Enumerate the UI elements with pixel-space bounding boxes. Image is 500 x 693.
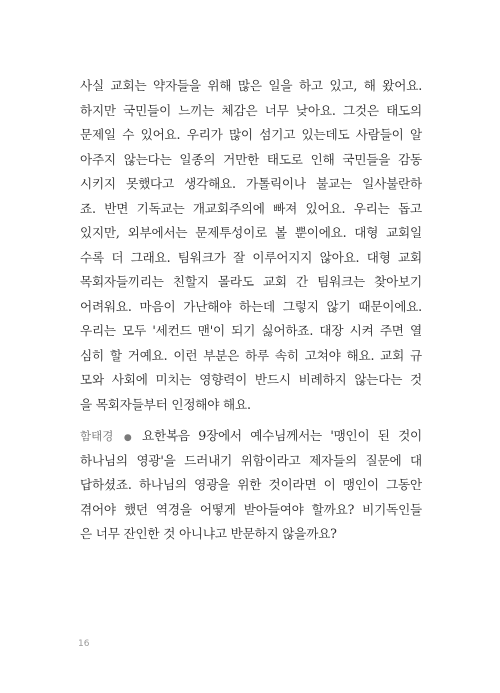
text-line: 겪어야 했던 역경을 어떻게 받아들여야 할까요? 비기독인들 — [80, 501, 422, 517]
paragraph-response — [80, 74, 422, 417]
text-line: 시키지 못했다고 생각해요. 가톨릭이나 불교는 일사불란하 — [80, 176, 422, 191]
text-line: 하지만 국민들이 느끼는 체감은 너무 낮아요. 그것은 태도의 — [80, 102, 422, 118]
text-line: 아주지 않는다는 일종의 거만한 태도로 인해 국민들을 감동 — [80, 151, 422, 167]
text-line: 하나님의 영광'을 드러내기 위함이라고 제자들의 질문에 대 — [80, 452, 422, 468]
text-line: 은 너무 잔인한 것 아니냐고 반문하지 않을까요? — [80, 526, 337, 541]
text-line: 답하셨죠. 하나님의 영광을 위한 것이라면 이 맹인이 그동안 — [80, 477, 422, 492]
text-line: 우리는 모두 '세컨드 맨'이 되기 싫어하죠. 대장 시켜 주면 열 — [80, 323, 422, 338]
text-line: 죠. 반면 기독교는 개교회주의에 빠져 있어요. 우리는 돕고 — [80, 200, 422, 216]
page-number: 16 — [78, 639, 90, 649]
question-first-line: 요한복음 9장에서 예수님께서는 '맹인이 된 것이 — [142, 428, 423, 443]
text-line: 수록 더 그래요. 팀워크가 잘 이루어지지 않아요. 대형 교회 — [80, 249, 422, 265]
text-line: 을 목회자들부터 인정해야 해요. — [80, 396, 251, 412]
paragraph-question — [80, 424, 422, 547]
text-line: 어려워요. 마음이 가난해야 하는데 그렇지 않기 때문이에요. — [80, 298, 422, 314]
text-line: 목회자들끼리는 친할지 몰라도 교회 간 팀워크는 찾아보기 — [80, 274, 422, 289]
text-line: 문제일 수 있어요. 우리가 많이 섬기고 있는데도 사람들이 알 — [80, 127, 422, 142]
text-line: 사실 교회는 약자들을 위해 많은 일을 하고 있고, 해 왔어요. — [80, 78, 422, 93]
speaker-name: 함태경 — [80, 429, 114, 443]
text-line: 심히 할 거예요. 이런 부분은 하루 속히 고쳐야 해요. 교회 규 — [80, 347, 422, 363]
speaker-line — [80, 424, 422, 449]
text-line: 모와 사회에 미치는 영향력이 반드시 비례하지 않는다는 것 — [80, 372, 422, 387]
speaker-separator-icon: ● — [119, 433, 137, 443]
text-line: 있지만, 외부에서는 문제투성이로 볼 뿐이에요. 대형 교회일 — [80, 225, 422, 240]
